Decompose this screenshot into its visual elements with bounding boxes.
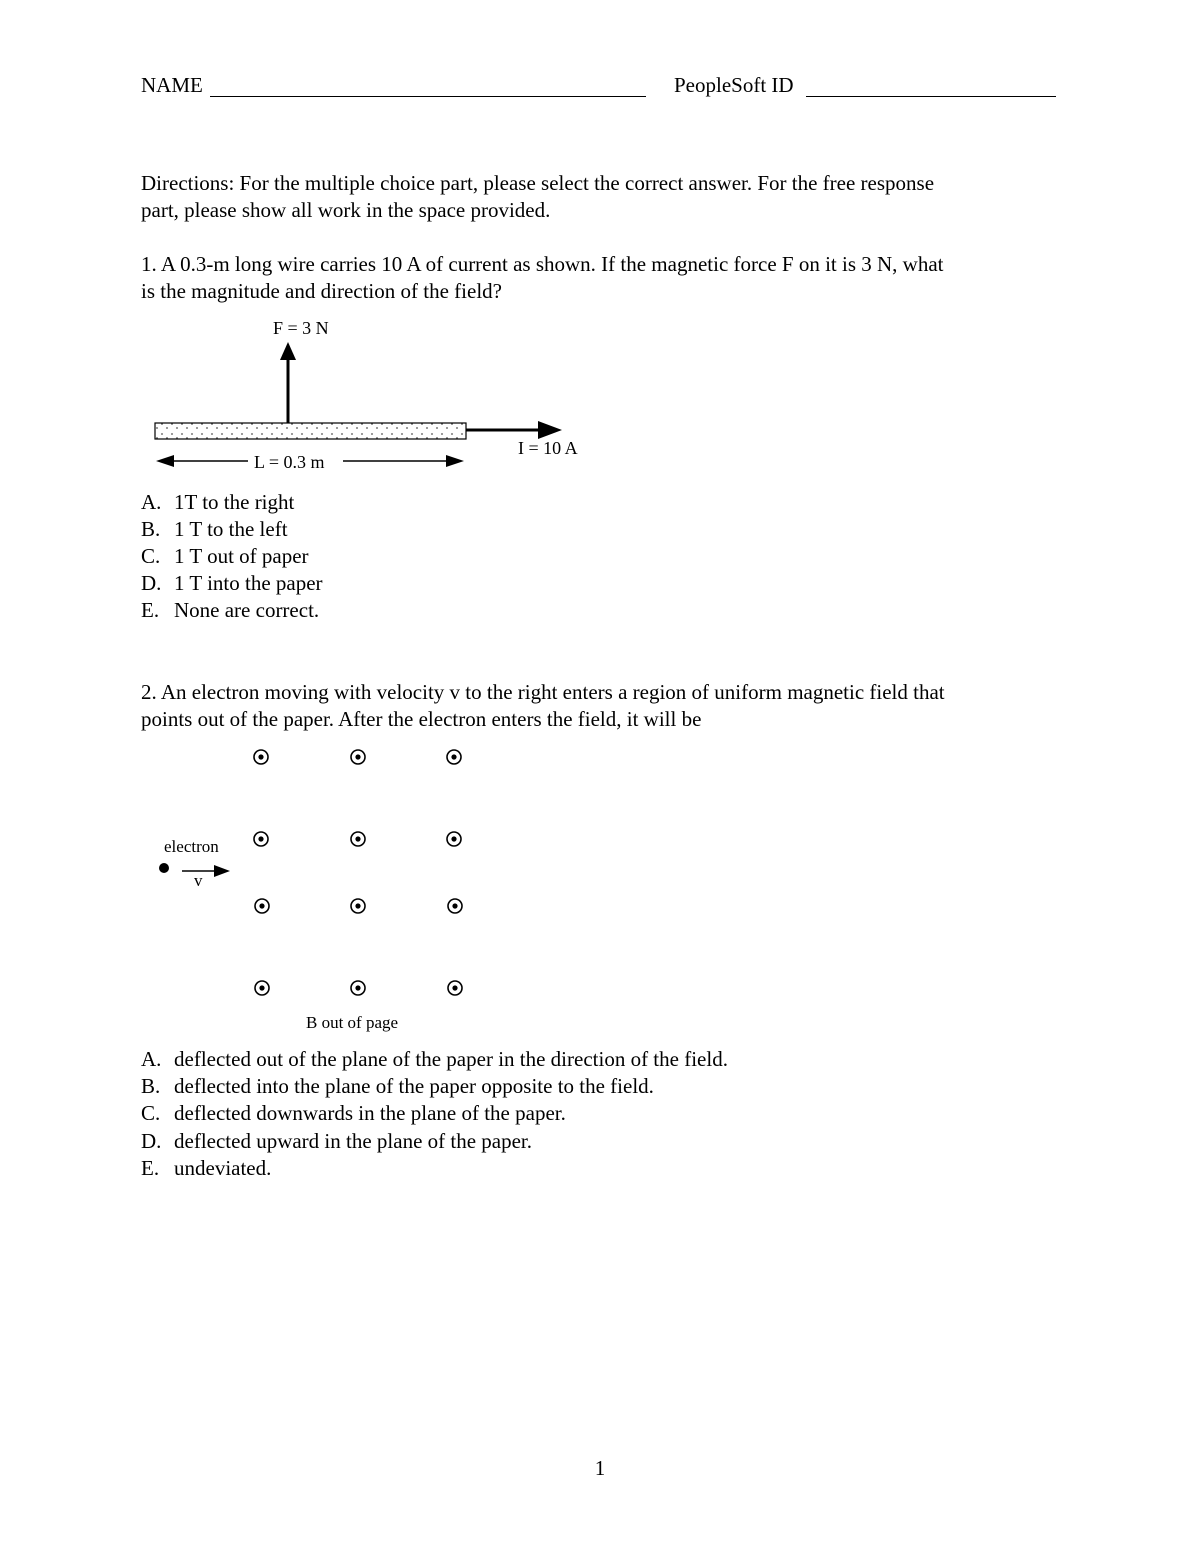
q1-option-d[interactable]: [141, 570, 323, 597]
field-row-4: [255, 981, 462, 995]
field-out-dot: [452, 837, 456, 841]
field-dot-grid: [254, 750, 462, 995]
electron-label: electron: [164, 837, 219, 856]
field-out-dot: [453, 904, 457, 908]
q2-option-c[interactable]: [141, 1100, 566, 1127]
field-out-dot: [452, 755, 456, 759]
field-row-3: [255, 899, 462, 913]
q1-option-a-letter: A.: [141, 490, 162, 514]
q2-option-d-text: deflected upward in the plane of the paper.: [174, 1129, 533, 1153]
q1-option-c-text: 1 T out of paper: [174, 544, 309, 568]
peoplesoft-id-label: PeopleSoft ID: [674, 73, 794, 97]
q1-option-b-text: 1 T to the left: [174, 517, 288, 541]
q1-text-line-2: is the magnitude and direction of the field?: [141, 279, 502, 303]
q2-option-e-letter: E.: [141, 1156, 160, 1180]
field-out-dot: [259, 755, 263, 759]
q1-option-d-letter: D.: [141, 571, 162, 595]
q2-option-b[interactable]: [141, 1073, 654, 1100]
force-label: F = 3 N: [273, 318, 329, 338]
q2-option-b-text: deflected into the plane of the paper opposite to the field.: [174, 1074, 654, 1098]
q1-option-c-letter: C.: [141, 544, 161, 568]
current-label: I = 10 A: [518, 438, 578, 458]
directions-line-2: part, please show all work in the space provided.: [141, 198, 551, 222]
field-out-dot: [356, 986, 360, 990]
field-out-dot: [356, 755, 360, 759]
electron-dot: [159, 863, 169, 873]
length-label: L = 0.3 m: [254, 452, 325, 472]
q2-option-d-letter: D.: [141, 1129, 162, 1153]
field-out-dot: [453, 986, 457, 990]
q1-wire-diagram: [140, 310, 620, 480]
field-out-dot: [260, 986, 264, 990]
q2-option-b-letter: B.: [141, 1074, 161, 1098]
q2-field-diagram: [140, 735, 500, 1040]
q1-option-a-text: 1T to the right: [174, 490, 295, 514]
field-row-2: [254, 832, 461, 846]
velocity-arrow-head: [214, 865, 230, 877]
length-arrow-right: [446, 455, 464, 467]
q1-option-e-letter: E.: [141, 598, 160, 622]
q2-option-a[interactable]: [141, 1046, 728, 1073]
q1-option-e[interactable]: [141, 597, 319, 624]
q2-option-d[interactable]: [141, 1128, 532, 1155]
wire: [155, 423, 466, 439]
name-field: [141, 72, 203, 99]
q1-option-d-text: 1 T into the paper: [174, 571, 323, 595]
field-label: B out of page: [306, 1013, 399, 1032]
page-number: 1: [594, 1456, 606, 1480]
q2-option-a-text: deflected out of the plane of the paper in the direction of the field.: [174, 1047, 728, 1071]
q2-option-e[interactable]: [141, 1155, 271, 1182]
q2-option-e-text: undeviated.: [174, 1156, 272, 1180]
q2-option-c-letter: C.: [141, 1101, 161, 1125]
q2-option-c-text: deflected downwards in the plane of the paper.: [174, 1101, 566, 1125]
q2-text-line-2: points out of the paper. After the electron enters the field, it will be: [141, 707, 702, 731]
peoplesoft-id-underline[interactable]: [806, 96, 1056, 97]
name-underline[interactable]: [210, 96, 646, 97]
directions-line-1: Directions: For the multiple choice part, please select the correct answer. For the free response: [141, 171, 935, 195]
q1-option-b-letter: B.: [141, 517, 161, 541]
q1-text-line-1: 1. A 0.3-m long wire carries 10 A of current as shown. If the magnetic force F on it is 3 N, what: [141, 252, 944, 276]
field-out-dot: [356, 837, 360, 841]
peoplesoft-id-field: [674, 72, 794, 99]
q1-option-b[interactable]: [141, 516, 288, 543]
length-arrow-left: [156, 455, 174, 467]
current-arrow-head: [538, 421, 562, 439]
velocity-label: v: [194, 871, 203, 890]
field-out-dot: [356, 904, 360, 908]
q2-text-line-1: 2. An electron moving with velocity v to the right enters a region of uniform magnetic field that: [141, 680, 945, 704]
field-out-dot: [259, 837, 263, 841]
name-label: NAME: [141, 73, 203, 97]
q2-option-a-letter: A.: [141, 1047, 162, 1071]
field-row-1: [254, 750, 461, 764]
q1-option-a[interactable]: [141, 489, 294, 516]
q1-option-c[interactable]: [141, 543, 309, 570]
q1-option-e-text: None are correct.: [174, 598, 320, 622]
force-arrow-head: [280, 342, 296, 360]
field-out-dot: [260, 904, 264, 908]
